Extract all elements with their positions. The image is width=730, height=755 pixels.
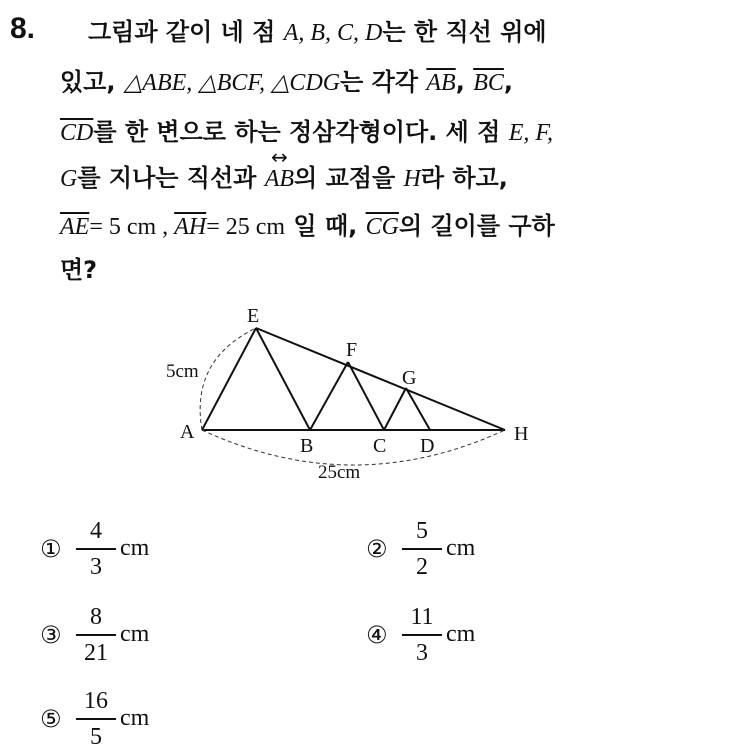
option-mark: ④ <box>366 621 388 649</box>
fraction-denominator: 3 <box>90 554 102 580</box>
point-label-h: H <box>514 423 529 445</box>
text-segment: 그림과 같이 네 점 <box>88 18 284 46</box>
option-mark: ② <box>366 535 388 563</box>
text-segment: 를 한 변으로 하는 정삼각형이다. 세 점 <box>93 118 509 146</box>
arc-ah <box>202 430 505 465</box>
option-fraction <box>76 601 116 669</box>
point-label-c: C <box>373 435 387 457</box>
fraction-numerator: 4 <box>90 518 102 544</box>
question-number: 8. <box>10 12 36 45</box>
line-b-f <box>310 362 348 430</box>
fraction-denominator: 21 <box>84 640 108 666</box>
line-e-b <box>256 328 310 430</box>
option-unit: cm <box>446 535 476 561</box>
fraction-bar <box>76 548 116 550</box>
math-segment: A, B, C, D <box>283 20 383 46</box>
point-label-f: F <box>346 339 358 361</box>
length-label-ae: 5cm <box>166 361 199 382</box>
math-segment: = 5 cm , <box>89 214 175 240</box>
text-segment: 의 교점을 <box>294 164 404 192</box>
text-segment: 일 때, <box>285 212 366 240</box>
segment-ab: $\overline{AB}$ <box>426 70 456 96</box>
option-unit: cm <box>446 621 476 647</box>
option-mark: ③ <box>40 621 62 649</box>
segment-cd: $\overline{CD}$ <box>60 120 94 146</box>
segment-cg: $\overline{CG}$ <box>365 214 399 240</box>
fraction-denominator: 3 <box>416 640 428 666</box>
line-e-h <box>256 328 505 430</box>
option-fraction <box>76 685 116 753</box>
fraction-denominator: 5 <box>90 724 102 750</box>
fraction-bar <box>76 634 116 636</box>
fraction-numerator: 11 <box>410 604 434 630</box>
fraction-bar <box>402 548 442 550</box>
fraction-numerator: 8 <box>90 604 102 630</box>
text-segment: 는 각각 <box>340 68 427 96</box>
option-fraction <box>76 515 116 583</box>
text-segment: 면? <box>60 256 98 284</box>
segment-ae: $\overline{AE}$ <box>60 214 90 240</box>
point-label-d: D <box>420 435 435 457</box>
point-label-g: G <box>402 367 417 389</box>
option-unit: cm <box>120 621 150 647</box>
math-segment: H <box>403 166 421 192</box>
text-segment: , <box>503 68 513 96</box>
math-segment: E, F, <box>508 120 553 146</box>
point-label-b: B <box>300 435 314 457</box>
fraction-bar <box>76 718 116 720</box>
segment-bc: $\overline{BC}$ <box>473 70 504 96</box>
text-segment: 라 하고, <box>420 164 508 192</box>
fraction-numerator: 5 <box>416 518 428 544</box>
text-segment: 의 길이를 구하 <box>398 212 555 240</box>
option-unit: cm <box>120 535 150 561</box>
option-fraction <box>402 601 442 669</box>
math-segment: △ABE, △BCF, △CDG <box>123 70 341 96</box>
line-c-g <box>384 388 406 430</box>
point-label-a: A <box>180 421 195 443</box>
option-unit: cm <box>120 705 150 731</box>
text-segment: 있고, <box>60 68 124 96</box>
option-fraction <box>402 515 442 583</box>
option-mark: ⑤ <box>40 705 62 733</box>
fraction-bar <box>402 634 442 636</box>
line-ab: ↔ AB <box>265 166 294 193</box>
math-segment: G <box>60 166 78 192</box>
line-a-e <box>202 328 256 430</box>
text-segment: , <box>455 68 474 96</box>
text-segment: 를 지나는 직선과 <box>77 164 265 192</box>
math-segment: = 25 cm <box>206 214 286 240</box>
segment-ah: $\overline{AH}$ <box>174 214 207 240</box>
text-segment: 는 한 직선 위에 <box>382 18 547 46</box>
option-mark: ① <box>40 535 62 563</box>
fraction-numerator: 16 <box>84 688 108 714</box>
point-label-e: E <box>247 305 260 327</box>
fraction-denominator: 2 <box>416 554 428 580</box>
length-label-ah: 25cm <box>318 462 361 483</box>
